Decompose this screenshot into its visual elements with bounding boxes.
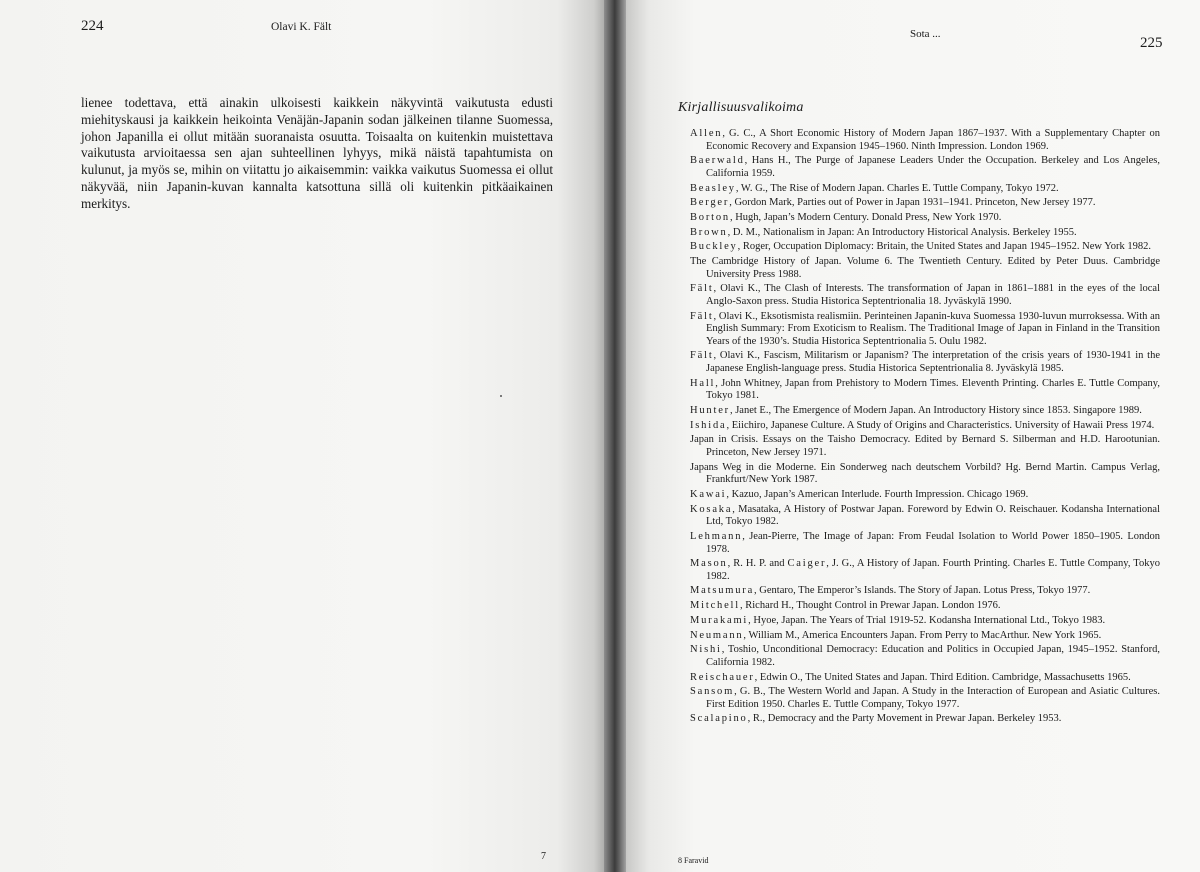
reference-author: Buckley xyxy=(690,241,738,253)
reference-text: , R., Democracy and the Party Movement in Prewar Japan. Berkeley 1953. xyxy=(747,713,1062,725)
reference-author: Murakami xyxy=(690,614,749,626)
reference-entry xyxy=(690,241,1160,254)
reference-author: Berger xyxy=(690,197,730,209)
reference-entry xyxy=(690,197,1160,210)
reference-entry xyxy=(690,155,1160,180)
reference-author: Borton xyxy=(690,211,730,223)
right-page xyxy=(626,0,1200,872)
reference-entry xyxy=(690,600,1160,613)
signature-mark: 7 xyxy=(541,851,546,862)
right-running-head: Sota ... xyxy=(910,28,941,40)
reference-author: Fält xyxy=(690,310,714,322)
reference-text: , John Whitney, Japan from Prehistory to Modern Times. Eleventh Printing. Charles E. Tuttle Company, Tokyo 1981. xyxy=(706,377,1160,402)
reference-entry xyxy=(690,405,1160,418)
reference-text: , Kazuo, Japan’s American Interlude. Fourth Impression. Chicago 1969. xyxy=(726,488,1029,500)
reference-author: Sansom xyxy=(690,686,735,698)
reference-entry xyxy=(690,378,1160,403)
reference-author: Scalapino xyxy=(690,713,748,725)
reference-author: Mason xyxy=(690,558,728,570)
reference-text: , Eiichiro, Japanese Culture. A Study of Origins and Characteristics. University of Hawaii Press 1974. xyxy=(726,419,1155,431)
reference-entry xyxy=(690,283,1160,308)
reference-list xyxy=(690,128,1160,728)
reference-text: , Olavi K., The Clash of Interests. The transformation of Japan in 1861–1881 in the eyes of the local Anglo-Saxon press. Studia Historica Septentrionalia 18. Jyväskylä 1990. xyxy=(706,283,1160,307)
reference-entry xyxy=(690,630,1160,643)
reference-entry xyxy=(690,256,1160,281)
reference-text: , Roger, Occupation Diplomacy: Britain, the United States and Japan 1945–1952. New York 1982. xyxy=(737,241,1151,253)
reference-entry xyxy=(690,672,1160,685)
reference-text: , Hyoe, Japan. The Years of Trial 1919-52. Kodansha International Ltd., Tokyo 1983. xyxy=(748,614,1106,626)
reference-author: Hunter xyxy=(690,405,730,416)
reference-author: Baerwald xyxy=(690,155,745,167)
reference-author: Ishida xyxy=(690,419,727,431)
reference-text: , Masataka, A History of Postwar Japan. Foreword by Edwin O. Reischauer. Kodansha International Ltd, Tokyo 1982. xyxy=(706,503,1160,528)
reference-entry xyxy=(690,462,1160,487)
reference-author: Matsumura xyxy=(690,585,755,597)
reference-text: , R. H. P. and xyxy=(727,558,788,570)
reference-text: The Cambridge History of Japan. Volume 6. The Twentieth Century. Edited by Peter Duus. Cambridge University Press 1988. xyxy=(690,256,1160,280)
left-page-number: 224 xyxy=(81,18,104,34)
reference-author: Beasley xyxy=(690,182,736,194)
reference-author: Reischauer xyxy=(690,671,755,683)
reference-entry xyxy=(690,504,1160,529)
reference-entry xyxy=(690,531,1160,556)
reference-author: Kawai xyxy=(690,488,727,500)
page-footer: 8 Faravid xyxy=(678,856,709,865)
reference-entry xyxy=(690,350,1160,375)
reference-entry xyxy=(690,489,1160,502)
left-body-paragraph: lienee todettava, että ainakin ulkoisesti kaikkein näkyvintä vaikutusta edusti miehityskausi ja kaikkein heikointa Venäjän-Japanin sodan jälkeinen tilanne Suomessa, johon Japanilla ei ollut mitään suoranaista osuutta. Toisaalta on kuitenkin muistettava vaikutusta arvioitaessa sen ajan suhteellinen lyhyys, mikä näistä tapahtumista on kulunut, ja myös se, mihin on viitattu jo aikaisemmin: vaikka vaikutus Suomessa ei ollut näkyvää, niin Japanin-kuvan kannalta katsottuna sillä oli kuitenkin pitkäaikainen merkitys. xyxy=(81,95,553,211)
bibliography-title: Kirjallisuusvalikoima xyxy=(678,100,804,115)
reference-author: Kosaka xyxy=(690,503,733,515)
reference-entry xyxy=(690,585,1160,598)
reference-entry xyxy=(690,686,1160,711)
reference-author: Lehmann xyxy=(690,530,743,542)
ink-speck xyxy=(500,395,502,397)
reference-text: , William M., America Encounters Japan. From Perry to MacArthur. New York 1965. xyxy=(743,629,1102,641)
reference-entry xyxy=(690,212,1160,225)
reference-text: , J. G., A History of Japan. Fourth Printing. Charles E. Tuttle Company, Tokyo 1982. xyxy=(706,558,1160,582)
reference-author: Nishi xyxy=(690,644,722,656)
reference-entry xyxy=(690,420,1160,433)
reference-text: , G. B., The Western World and Japan. A Study in the Interaction of European and Asiatic Cultures. First Edition 1950. Charles E. Tuttle Company, Tokyo 1977. xyxy=(706,686,1160,710)
reference-text: , Gentaro, The Emperor’s Islands. The Story of Japan. Lotus Press, Tokyo 1977. xyxy=(754,585,1091,597)
reference-entry xyxy=(690,227,1160,240)
reference-text: , Toshio, Unconditional Democracy: Education and Politics in Occupied Japan, 1945–1952. Stanford, California 1982. xyxy=(706,644,1160,668)
reference-text: , Hugh, Japan’s Modern Century. Donald Press, New York 1970. xyxy=(729,211,1002,223)
reference-entry xyxy=(690,128,1160,153)
reference-text: , Edwin O., The United States and Japan. Third Edition. Cambridge, Massachusetts 1965. xyxy=(754,671,1131,683)
reference-text: , G. C., A Short Economic History of Modern Japan 1867–1937. With a Supplementary Chapter on Economic Recovery and Expansion 1945–1960. Ninth Impression. London 1969. xyxy=(706,128,1160,152)
reference-text: , Richard H., Thought Control in Prewar Japan. London 1976. xyxy=(739,600,1001,612)
reference-text: , Olavi K., Fascism, Militarism or Japanism? The interpretation of the crisis years of 1930-1941 in the Japanese English-language press. Studia Historica Septentrionalia 8. Jyväskylä 1985. xyxy=(706,350,1160,375)
reference-text: Japans Weg in die Moderne. Ein Sonderweg nach deutschem Vorbild? Hg. Bernd Martin. Campus Verlag, Frankfurt/New York 1987. xyxy=(690,461,1160,486)
reference-entry xyxy=(690,311,1160,349)
reference-text: , Hans H., The Purge of Japanese Leaders Under the Occupation. Berkeley and Los Angeles, California 1959. xyxy=(706,155,1160,179)
reference-entry xyxy=(690,434,1160,459)
reference-author: Fält xyxy=(690,283,714,295)
left-running-head: Olavi K. Fält xyxy=(271,21,332,33)
reference-author: Hall xyxy=(690,377,716,389)
reference-entry xyxy=(690,558,1160,583)
reference-entry xyxy=(690,713,1160,726)
reference-text: , D. M., Nationalism in Japan: An Introductory Historical Analysis. Berkeley 1955. xyxy=(727,226,1077,238)
reference-author: Mitchell xyxy=(690,600,740,612)
book-gutter xyxy=(604,0,628,872)
reference-text: , Janet E., The Emergence of Modern Japan. An Introductory History since 1853. Singapore 1989. xyxy=(729,405,1142,416)
reference-text: , Olavi K., Eksotismista realismiin. Perinteinen Japanin-kuva Suomessa 1930-luvun murroksessa. With an English Summary: From Exoticism to Realism. The Traditional Image of Japan in Finland in the Transition Years of the 1930’s. Studia Historica Septentrionalia 5. Oulu 1982. xyxy=(706,310,1160,347)
reference-author: Fält xyxy=(690,350,714,362)
reference-author: Brown xyxy=(690,226,728,238)
reference-author: Neumann xyxy=(690,629,744,641)
reference-author: Caiger xyxy=(787,558,827,570)
reference-text: , Jean-Pierre, The Image of Japan: From Feudal Isolation to World Power 1850–1905. London 1978. xyxy=(706,530,1160,555)
reference-text: , W. G., The Rise of Modern Japan. Charles E. Tuttle Company, Tokyo 1972. xyxy=(735,182,1059,194)
reference-text: , Gordon Mark, Parties out of Power in Japan 1931–1941. Princeton, New Jersey 1977. xyxy=(729,197,1096,209)
reference-author: Allen xyxy=(690,128,723,139)
reference-entry xyxy=(690,183,1160,196)
reference-entry xyxy=(690,615,1160,628)
reference-entry xyxy=(690,644,1160,669)
right-page-number: 225 xyxy=(1140,35,1163,51)
reference-text: Japan in Crisis. Essays on the Taisho Democracy. Edited by Bernard S. Silberman and H.D. Harootunian. Princeton, New Jersey 1971. xyxy=(690,434,1160,458)
